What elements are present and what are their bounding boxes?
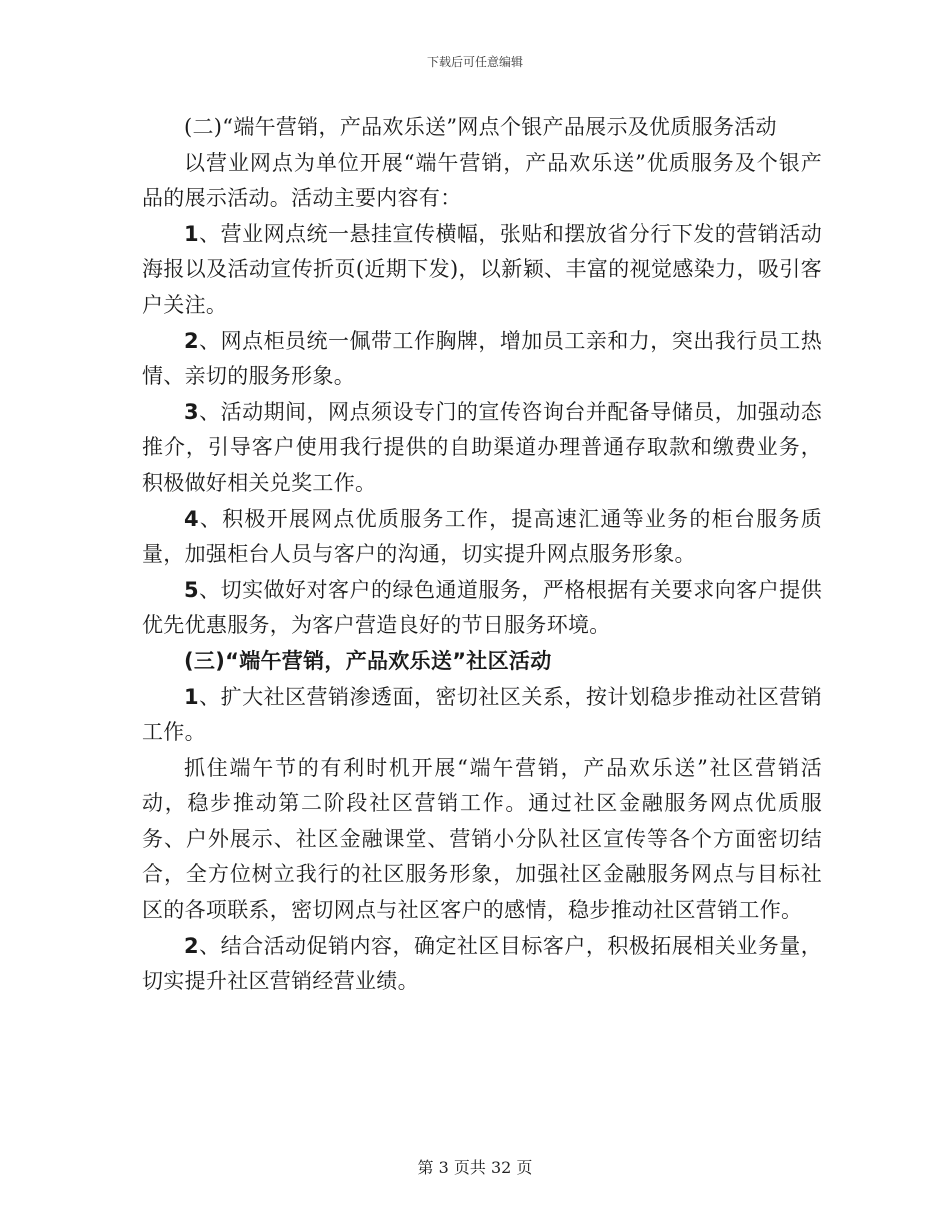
item-number: 2 [184, 933, 199, 958]
paragraph-text: 、活动期间，网点须设专门的宣传咨询台并配备导储员，加强动态推介，引导客户使用我行提供的自助渠道办理普通存取款和缴费业务，积极做好相关兑奖工作。 [142, 399, 822, 495]
item-number: 1 [184, 221, 199, 246]
paragraph-text: 以营业网点为单位开展“端午营销，产品欢乐送”优质服务及个银产品的展示活动。活动主要内容有： [142, 150, 822, 211]
paragraph-intro [142, 146, 822, 217]
page-header: 下载后可任意编辑 [426, 55, 523, 69]
item-number: 4 [184, 506, 199, 531]
paragraph-section-2-heading [142, 110, 822, 146]
item-number: 2 [184, 328, 199, 353]
item-number: 5 [184, 577, 199, 602]
paragraph-community-item-1 [142, 680, 822, 751]
paragraph-text: 、扩大社区营销渗透面，密切社区关系，按计划稳步推动社区营销工作。 [142, 684, 822, 745]
paragraph-community-item-2 [142, 929, 822, 1000]
paragraph-item-1 [142, 217, 822, 324]
item-number: 1 [184, 684, 199, 709]
paragraph-text: (二)“端午营销，产品欢乐送”网点个银产品展示及优质服务活动 [184, 115, 777, 139]
paragraph-item-2 [142, 324, 822, 395]
paragraph-item-4 [142, 502, 822, 573]
paragraph-text: 、切实做好对客户的绿色通道服务，严格根据有关要求向客户提供优先优惠服务，为客户营造良好的节日服务环境。 [142, 577, 822, 638]
page-footer: 第 3 页共 32 页 [417, 1158, 533, 1177]
paragraph-item-3 [142, 395, 822, 502]
paragraph-text: 、结合活动促销内容，确定社区目标客户，积极拓展相关业务量，切实提升社区营销经营业绩。 [142, 933, 822, 994]
item-number: 3 [184, 399, 199, 424]
document-body [142, 110, 822, 1000]
paragraph-text: 抓住端午节的有利时机开展“端午营销，产品欢乐送”社区营销活动，稳步推动第二阶段社区营销工作。通过社区金融服务网点优质服务、户外展示、社区金融课堂、营销小分队社区宣传等各个方面密切结合，全方位树立我行的社区服务形象，加强社区金融服务网点与目标社区的各项联系，密切网点与社区客户的感情，稳步推动社区营销工作。 [142, 755, 822, 923]
paragraph-item-5 [142, 573, 822, 644]
paragraph-community-detail [142, 751, 822, 929]
paragraph-text: 、积极开展网点优质服务工作，提高速汇通等业务的柜台服务质量，加强柜台人员与客户的沟通，切实提升网点服务形象。 [142, 506, 822, 567]
paragraph-text: 、网点柜员统一佩带工作胸牌，增加员工亲和力，突出我行员工热情、亲切的服务形象。 [142, 328, 822, 389]
section-3-heading: (三)“端午营销，产品欢乐送”社区活动 [184, 648, 552, 673]
paragraph-text: 、营业网点统一悬挂宣传横幅，张贴和摆放省分行下发的营销活动海报以及活动宣传折页(近期下发)，以新颖、丰富的视觉感染力，吸引客户关注。 [142, 221, 822, 317]
